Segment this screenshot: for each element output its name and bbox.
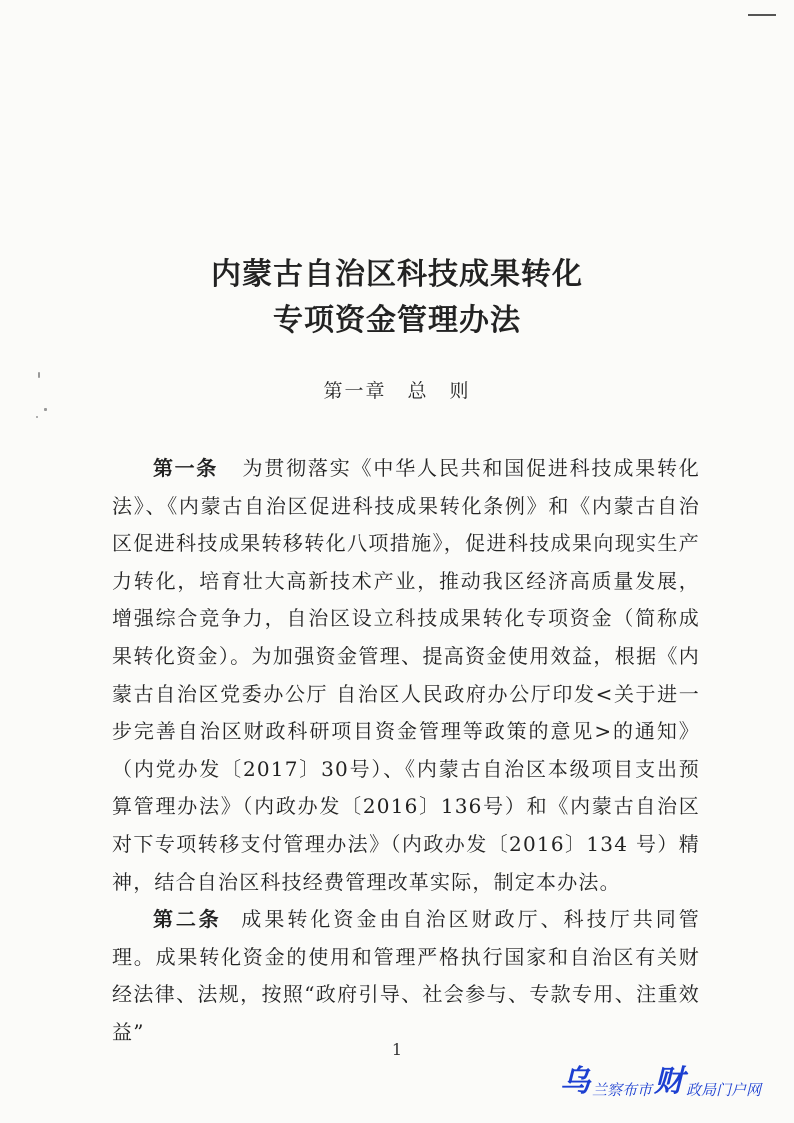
watermark-part-4: 政局门户网: [686, 1081, 762, 1099]
article-2: [112, 901, 700, 1051]
scan-speck: [44, 408, 47, 411]
title-line-1: 内蒙古自治区科技成果转化: [211, 257, 583, 292]
site-watermark: [560, 1064, 790, 1100]
document-body: [112, 450, 700, 1052]
article-1: [112, 450, 700, 901]
scan-corner-mark: [748, 14, 776, 16]
watermark-part-3: 财: [654, 1064, 685, 1099]
scan-speck: [36, 416, 38, 418]
article-2-label: 第二条: [153, 907, 222, 932]
document-title: [0, 252, 794, 344]
page-number: 1: [391, 1040, 403, 1059]
watermark-part-2: 兰察布市: [592, 1081, 653, 1099]
title-line-2: 专项资金管理办法: [273, 303, 521, 338]
watermark-part-1: 乌: [560, 1064, 590, 1099]
chapter-heading: 第一章 总 则: [323, 380, 471, 402]
article-2-text: 成果转化资金由自治区财政厅、科技厅共同管理。成果转化资金的使用和管理严格执行国家和自治区有关财经法律、法规，按照“政府引导、社会参与、专款专用、注重效益”: [112, 907, 701, 1044]
article-1-text: 为贯彻落实《中华人民共和国促进科技成果转化法》、《内蒙古自治区促进科技成果转化条例》和《内蒙古自治区促进科技成果转移转化八项措施》，促进科技成果向现实生产力转化，培育壮大高新技术产业，推动我区经济高质量发展，增强综合竞争力，自治区设立科技成果转化专项资金（简称成果转化资金）。为加强资金管理、提高资金使用效益，根据《内蒙古自治区党委办公厅 自治区人民政府办公厅印发<关于进一步完善自治区财政科研项目资金管理等政策的意见>的通知》（内党办发〔2017〕30号）、《内蒙古自治区本级项目支出预算管理办法》（内政办发〔2016〕136号）和《内蒙古自治区对下专项转移支付管理办法》（内政办发〔2016〕134 号）精神，结合自治区科技经费管理改革实际，制定本办法。: [112, 456, 701, 894]
article-1-label: 第一条: [153, 456, 218, 480]
